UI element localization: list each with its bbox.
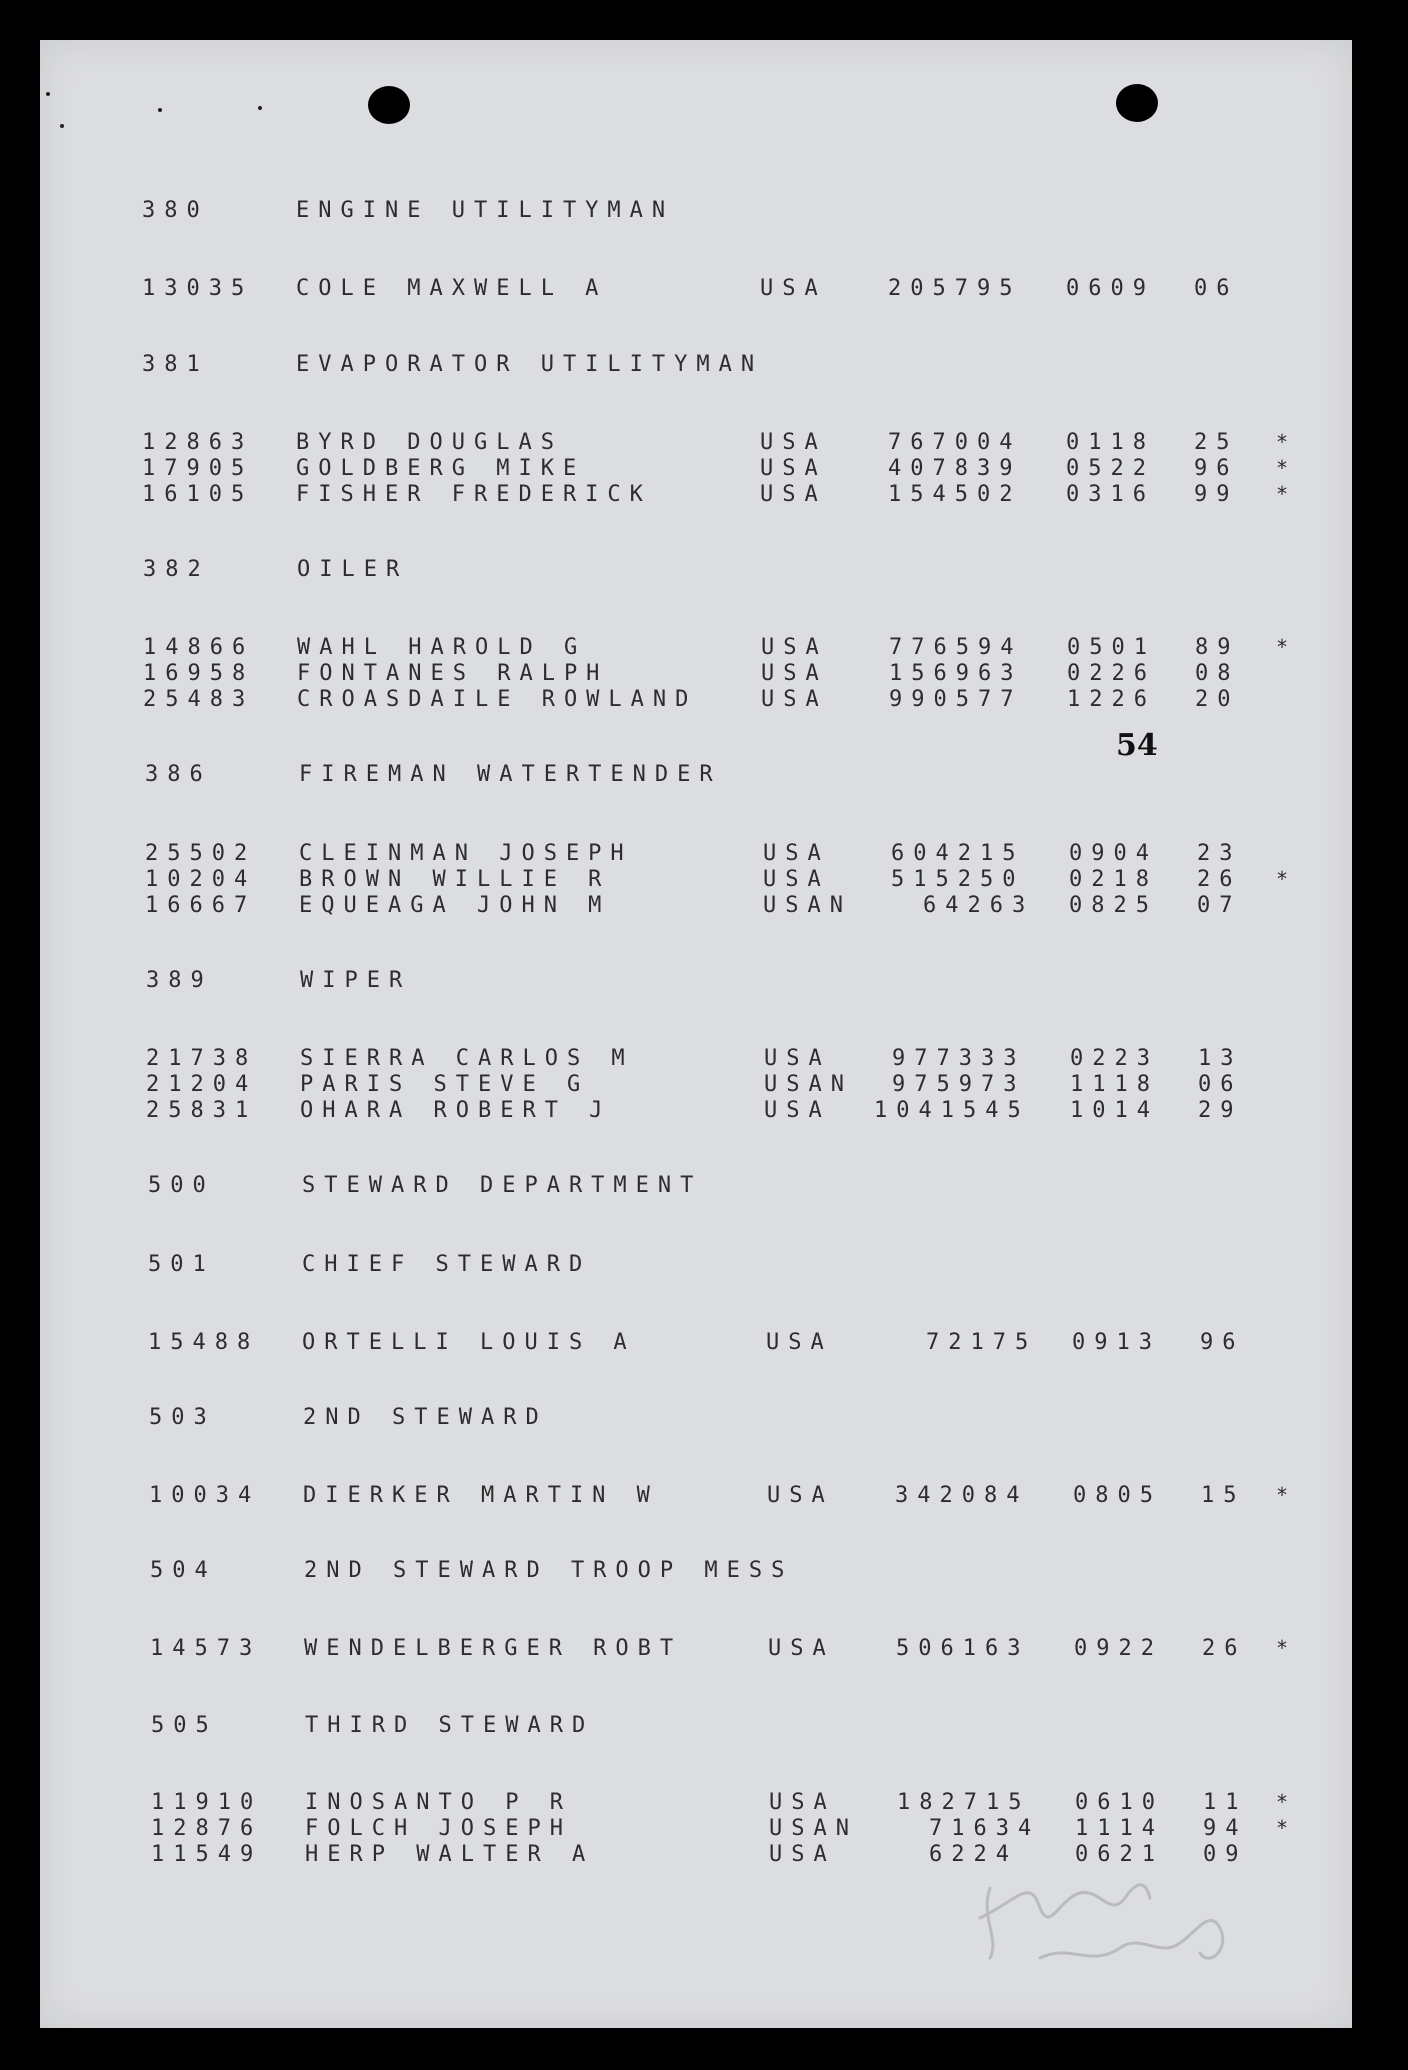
age-value: 15 [1201,1483,1246,1508]
book-number: 515250 [891,867,1025,892]
book-number: 342084 [895,1483,1029,1508]
section-code: 381 [142,352,209,377]
book-number: 977333 [892,1046,1026,1071]
asterisk-mark: * [1276,1483,1289,1507]
citizenship: USA [766,1330,833,1355]
citizenship: USA [761,687,828,712]
citizenship: USA [760,482,827,507]
age-value: 11 [1203,1790,1248,1815]
page-number: 54 [1116,728,1158,763]
citizenship: USA [763,841,830,866]
age-value: 25 [1194,430,1239,455]
age-value: 20 [1195,687,1240,712]
book-number: 767004 [888,430,1022,455]
seaman-number: 10204 [145,867,257,892]
crew-name: GOLDBERG MIKE [296,456,586,481]
seaman-number: 12876 [151,1816,263,1841]
age-value: 89 [1195,635,1240,660]
section-code: 505 [151,1713,218,1738]
punch-hole-left [368,86,410,124]
book-number: 407839 [888,456,1022,481]
section-title: EVAPORATOR UTILITYMAN [296,352,764,377]
book-number: 604215 [891,841,1025,866]
book-number: 154502 [888,482,1022,507]
crew-name: FONTANES RALPH [297,661,609,686]
crew-name: COLE MAXWELL A [296,276,608,301]
section-title: 2ND STEWARD [303,1405,548,1430]
citizenship: USAN [764,1072,853,1097]
age-value: 94 [1203,1816,1248,1841]
book-number: 506163 [896,1636,1030,1661]
section-title: THIRD STEWARD [305,1713,595,1738]
section-title: WIPER [300,968,412,993]
seaman-number: 21738 [146,1046,258,1071]
asterisk-mark: * [1276,1816,1289,1840]
section-title: OILER [297,557,409,582]
section-code: 382 [143,557,210,582]
book-number: 182715 [897,1790,1031,1815]
seaman-number: 25502 [145,841,257,866]
seaman-number: 11549 [151,1842,263,1867]
book-number: 6224 [929,1842,1018,1867]
asterisk-mark: * [1276,867,1289,891]
asterisk-mark: * [1276,482,1289,506]
crew-name: ORTELLI LOUIS A [302,1330,636,1355]
crew-name: SIERRA CARLOS M [300,1046,634,1071]
book-number: 72175 [926,1330,1038,1355]
document-page [40,40,1352,2028]
citizenship: USAN [763,893,852,918]
date-code: 0316 [1066,482,1155,507]
crew-name: DIERKER MARTIN W [303,1483,659,1508]
date-code: 0501 [1067,635,1156,660]
book-number: 64263 [923,893,1035,918]
age-value: 99 [1194,482,1239,507]
section-code: 389 [146,968,213,993]
crew-name: FISHER FREDERICK [296,482,652,507]
date-code: 0522 [1066,456,1155,481]
date-code: 1014 [1070,1098,1159,1123]
section-title: FIREMAN WATERTENDER [299,762,722,787]
date-code: 0118 [1066,430,1155,455]
date-code: 1118 [1070,1072,1159,1097]
section-code: 503 [149,1405,216,1430]
seaman-number: 13035 [142,276,254,301]
section-code: 504 [150,1558,217,1583]
seaman-number: 14866 [143,635,255,660]
book-number: 156963 [889,661,1023,686]
book-number: 71634 [929,1816,1041,1841]
seaman-number: 16105 [142,482,254,507]
seaman-number: 16667 [145,893,257,918]
book-number: 205795 [888,276,1022,301]
citizenship: USAN [769,1816,858,1841]
age-value: 96 [1200,1330,1245,1355]
age-value: 26 [1202,1636,1247,1661]
asterisk-mark: * [1276,1636,1289,1660]
date-code: 0223 [1070,1046,1159,1071]
seaman-number: 25831 [146,1098,258,1123]
citizenship: USA [769,1790,836,1815]
asterisk-mark: * [1276,635,1289,659]
crew-name: HERP WALTER A [305,1842,595,1867]
crew-name: FOLCH JOSEPH [305,1816,572,1841]
seaman-number: 25483 [143,687,255,712]
date-code: 0825 [1069,893,1158,918]
asterisk-mark: * [1276,1790,1289,1814]
crew-name: WAHL HAROLD G [297,635,587,660]
crew-name: INOSANTO P R [305,1790,572,1815]
age-value: 96 [1194,456,1239,481]
citizenship: USA [760,276,827,301]
crew-name: WENDELBERGER ROBT [304,1636,683,1661]
date-code: 0913 [1072,1330,1161,1355]
seaman-number: 16958 [143,661,255,686]
seaman-number: 15488 [148,1330,260,1355]
section-code: 500 [148,1173,215,1198]
date-code: 0218 [1069,867,1158,892]
date-code: 0904 [1069,841,1158,866]
age-value: 13 [1198,1046,1243,1071]
section-title: STEWARD DEPARTMENT [302,1173,703,1198]
handwritten-signature [960,1838,1240,1988]
citizenship: USA [760,456,827,481]
seaman-number: 12863 [142,430,254,455]
citizenship: USA [764,1098,831,1123]
book-number: 776594 [889,635,1023,660]
age-value: 26 [1197,867,1242,892]
age-value: 23 [1197,841,1242,866]
citizenship: USA [768,1636,835,1661]
speck-mark [258,106,262,110]
section-code: 380 [142,198,209,223]
date-code: 0805 [1073,1483,1162,1508]
age-value: 09 [1203,1842,1248,1867]
date-code: 0609 [1066,276,1155,301]
date-code: 0226 [1067,661,1156,686]
section-title: CHIEF STEWARD [302,1252,592,1277]
crew-name: BROWN WILLIE R [299,867,611,892]
citizenship: USA [767,1483,834,1508]
section-code: 501 [148,1252,215,1277]
seaman-number: 17905 [142,456,254,481]
crew-name: EQUEAGA JOHN M [299,893,611,918]
seaman-number: 21204 [146,1072,258,1097]
crew-name: OHARA ROBERT J [300,1098,612,1123]
crew-name: BYRD DOUGLAS [296,430,563,455]
seaman-number: 14573 [150,1636,262,1661]
citizenship: USA [769,1842,836,1867]
citizenship: USA [763,867,830,892]
citizenship: USA [761,661,828,686]
speck-mark [46,92,50,96]
age-value: 29 [1198,1098,1243,1123]
age-value: 07 [1197,893,1242,918]
date-code: 1114 [1075,1816,1164,1841]
book-number: 990577 [889,687,1023,712]
crew-name: PARIS STEVE G [300,1072,590,1097]
date-code: 0610 [1075,1790,1164,1815]
date-code: 0922 [1074,1636,1163,1661]
section-code: 386 [145,762,212,787]
citizenship: USA [760,430,827,455]
punch-hole-right [1116,84,1158,122]
speck-mark [60,124,64,128]
seaman-number: 10034 [149,1483,261,1508]
book-number: 1041545 [874,1098,1030,1123]
crew-name: CROASDAILE ROWLAND [297,687,698,712]
book-number: 975973 [892,1072,1026,1097]
date-code: 0621 [1075,1842,1164,1867]
seaman-number: 11910 [151,1790,263,1815]
speck-mark [158,108,162,112]
date-code: 1226 [1067,687,1156,712]
age-value: 08 [1195,661,1240,686]
citizenship: USA [764,1046,831,1071]
section-title: ENGINE UTILITYMAN [296,198,675,223]
citizenship: USA [761,635,828,660]
age-value: 06 [1194,276,1239,301]
crew-name: CLEINMAN JOSEPH [299,841,633,866]
asterisk-mark: * [1276,456,1289,480]
asterisk-mark: * [1276,430,1289,454]
age-value: 06 [1198,1072,1243,1097]
section-title: 2ND STEWARD TROOP MESS [304,1558,794,1583]
